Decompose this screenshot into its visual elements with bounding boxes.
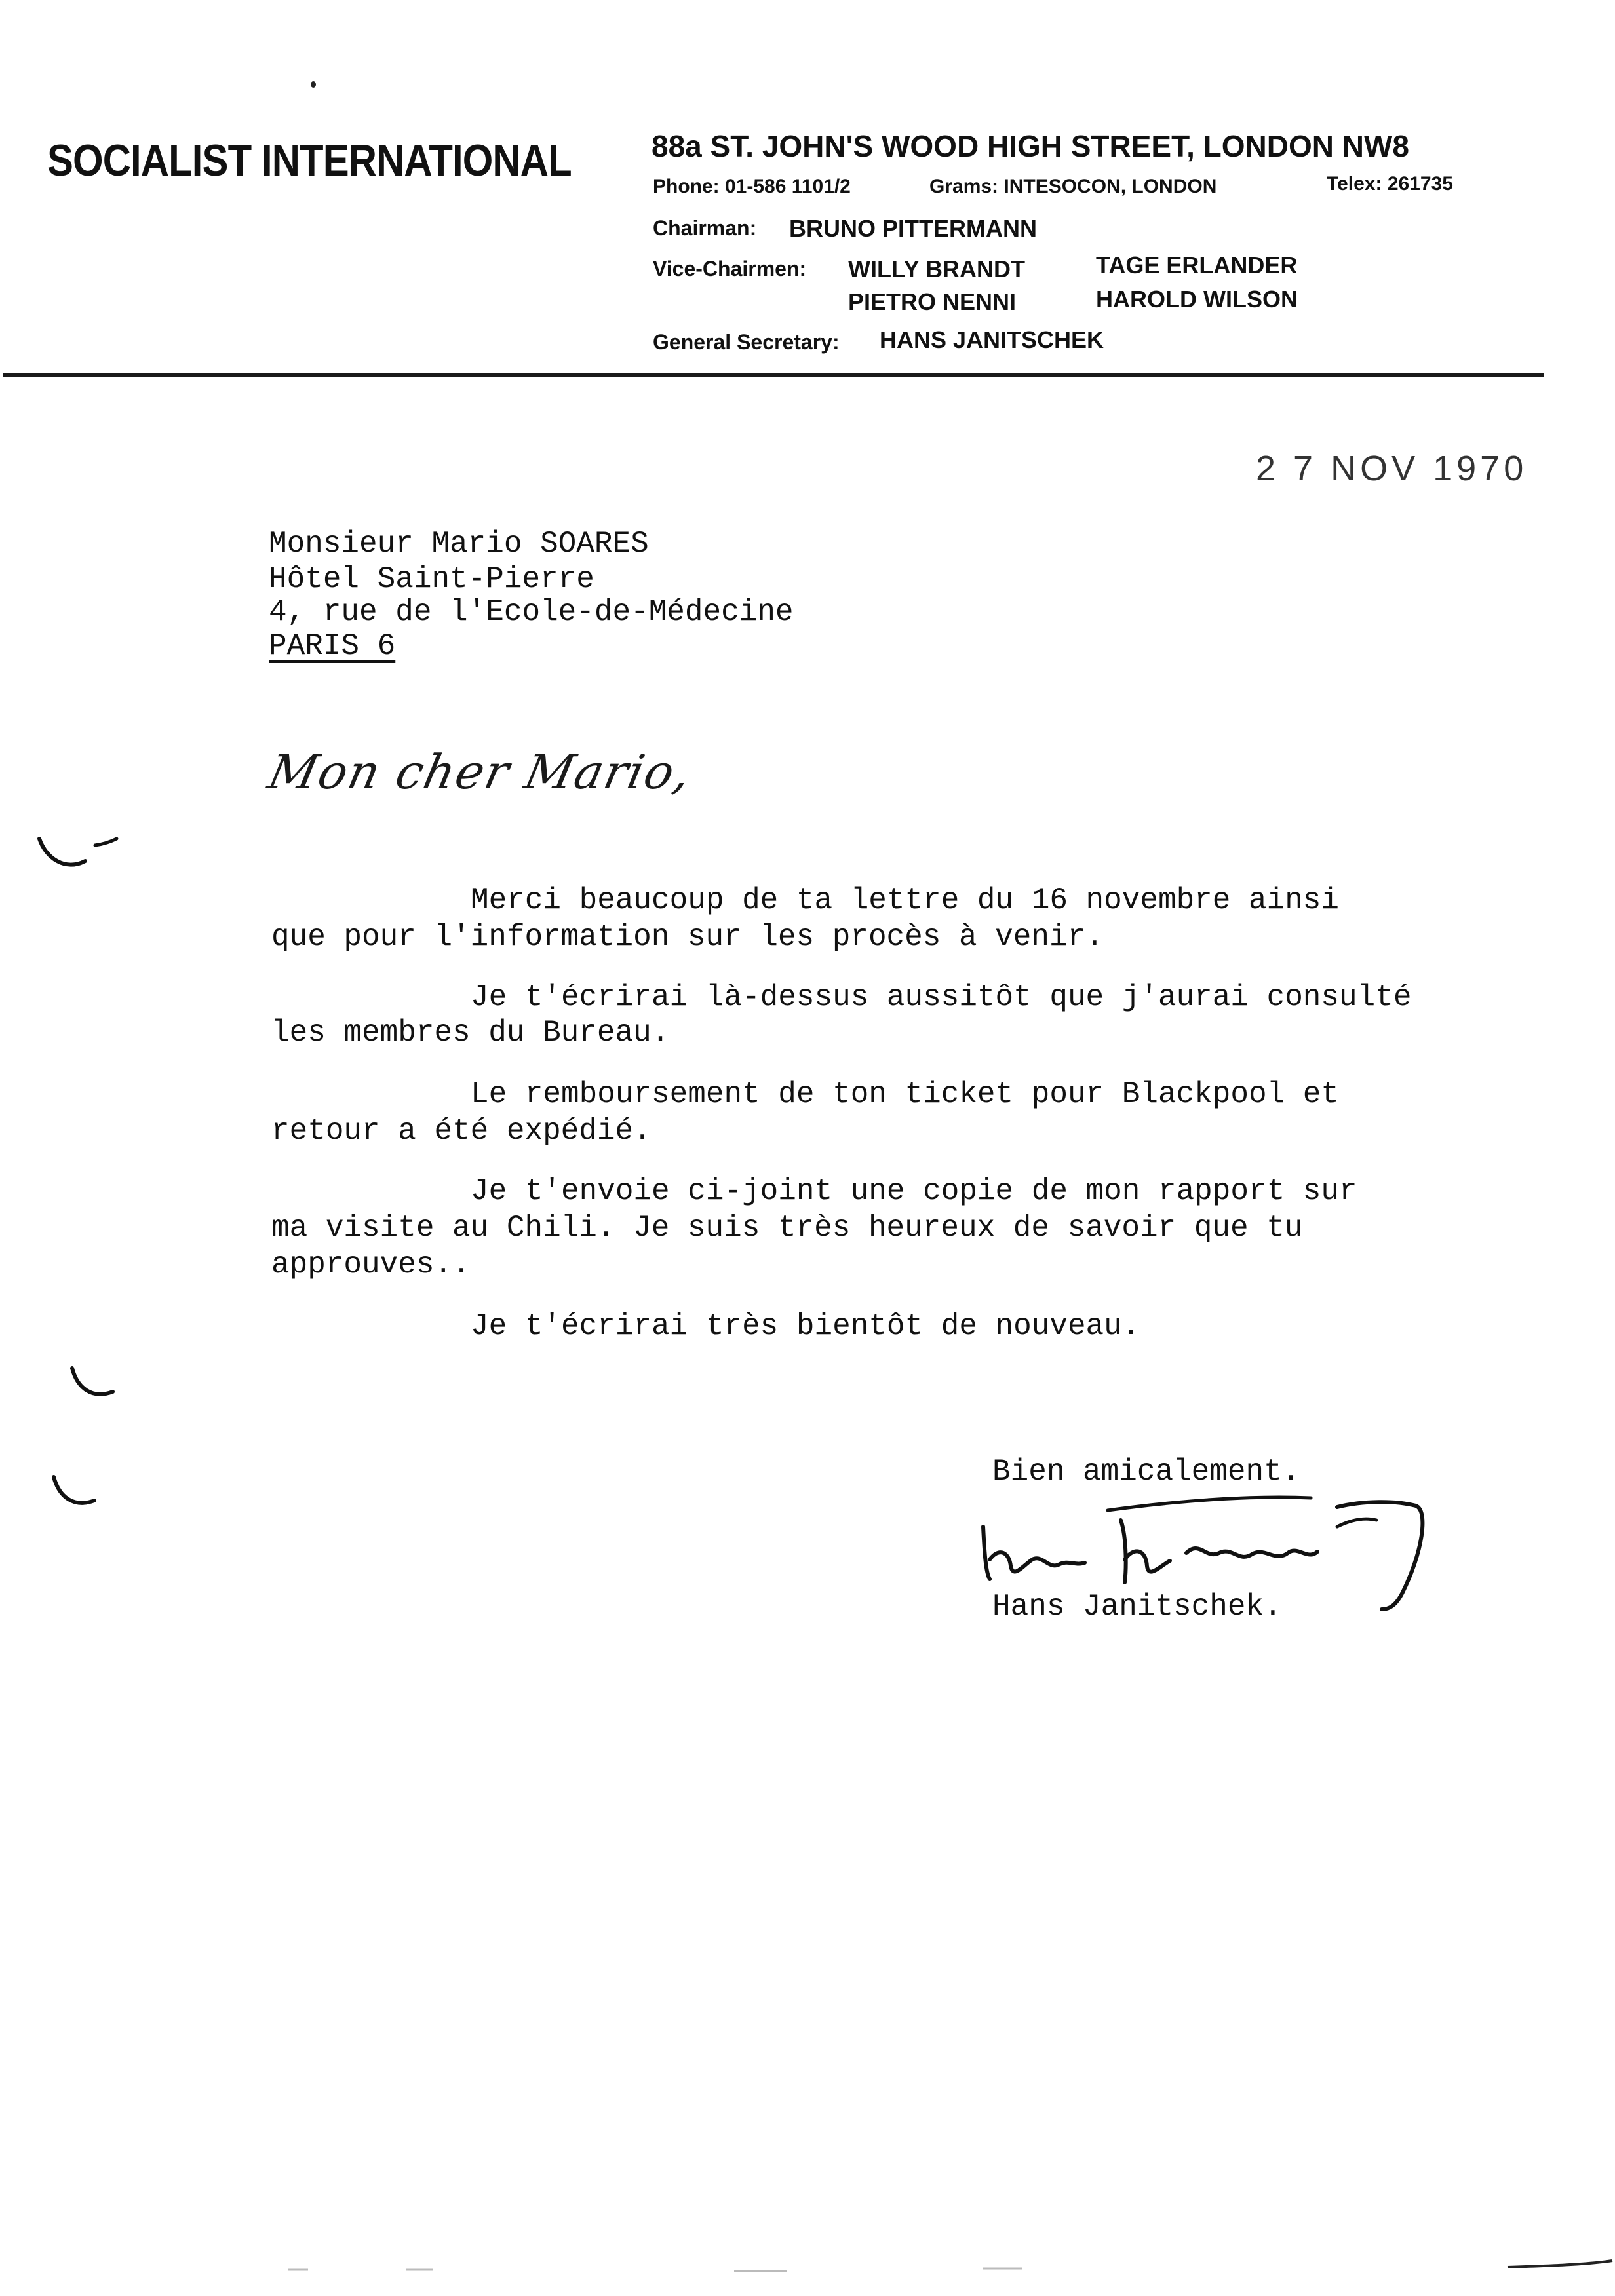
paragraph-1-line-1: Merci beaucoup de ta lettre du 16 novembre ainsi bbox=[471, 883, 1340, 917]
chairman-label: Chairman: bbox=[653, 216, 757, 240]
letterhead-address: 88a ST. JOHN'S WOOD HIGH STREET, LONDON NW8 bbox=[652, 129, 1409, 163]
signature-name: Hans Janitschek. bbox=[992, 1590, 1282, 1624]
vice-chairman-1: WILLY BRANDT bbox=[848, 256, 1025, 282]
scan-edge-artifact bbox=[0, 2254, 1615, 2280]
paragraph-3-line-2: retour a été expédié. bbox=[271, 1114, 652, 1148]
paragraph-2-line-1: Je t'écrirai là-dessus aussitôt que j'aurai consulté bbox=[471, 980, 1412, 1014]
stray-mark bbox=[311, 81, 316, 88]
paragraph-4-line-1: Je t'envoie ci-joint une copie de mon rapport sur bbox=[471, 1174, 1357, 1208]
recipient-street: 4, rue de l'Ecole-de-Médecine bbox=[269, 595, 794, 629]
general-secretary-label: General Secretary: bbox=[653, 330, 840, 354]
recipient-hotel: Hôtel Saint-Pierre bbox=[269, 562, 594, 596]
punch-mark-3 bbox=[47, 1470, 106, 1516]
recipient-city: PARIS 6 bbox=[269, 629, 396, 663]
organization-name: SOCIALIST INTERNATIONAL bbox=[47, 136, 572, 185]
vice-chairmen-label: Vice-Chairmen: bbox=[653, 257, 807, 280]
paragraph-4-line-3: approuves.. bbox=[271, 1248, 471, 1282]
paragraph-4-line-2: ma visite au Chili. Je suis très heureux de savoir que tu bbox=[271, 1211, 1303, 1245]
handwritten-salutation: Mon cher Mario, bbox=[263, 744, 697, 799]
punch-mark-1 bbox=[33, 832, 125, 885]
recipient-name: Monsieur Mario SOARES bbox=[269, 527, 649, 561]
letterhead-telex: Telex: 261735 bbox=[1327, 173, 1453, 195]
chairman-name: BRUNO PITTERMANN bbox=[789, 215, 1037, 242]
paragraph-1-line-2: que pour l'information sur les procès à venir. bbox=[271, 920, 1104, 954]
paragraph-2-line-2: les membres du Bureau. bbox=[271, 1016, 670, 1050]
letterhead-phone: Phone: 01-586 1101/2 bbox=[653, 176, 851, 197]
date-stamp: 2 7 NOV 1970 bbox=[1256, 449, 1528, 488]
closing-text: Bien amicalement. bbox=[992, 1455, 1300, 1489]
general-secretary-name: HANS JANITSCHEK bbox=[880, 326, 1104, 353]
paragraph-3-line-1: Le remboursement de ton ticket pour Blackpool et bbox=[471, 1077, 1340, 1111]
vice-chairman-3: PIETRO NENNI bbox=[848, 288, 1017, 315]
letterhead-divider bbox=[3, 373, 1544, 377]
paragraph-5-line-1: Je t'écrirai très bientôt de nouveau. bbox=[471, 1309, 1140, 1343]
punch-mark-2 bbox=[66, 1362, 125, 1407]
letterhead-grams: Grams: INTESOCON, LONDON bbox=[929, 176, 1217, 197]
vice-chairman-4: HAROLD WILSON bbox=[1096, 286, 1298, 313]
vice-chairman-2: TAGE ERLANDER bbox=[1096, 252, 1298, 278]
